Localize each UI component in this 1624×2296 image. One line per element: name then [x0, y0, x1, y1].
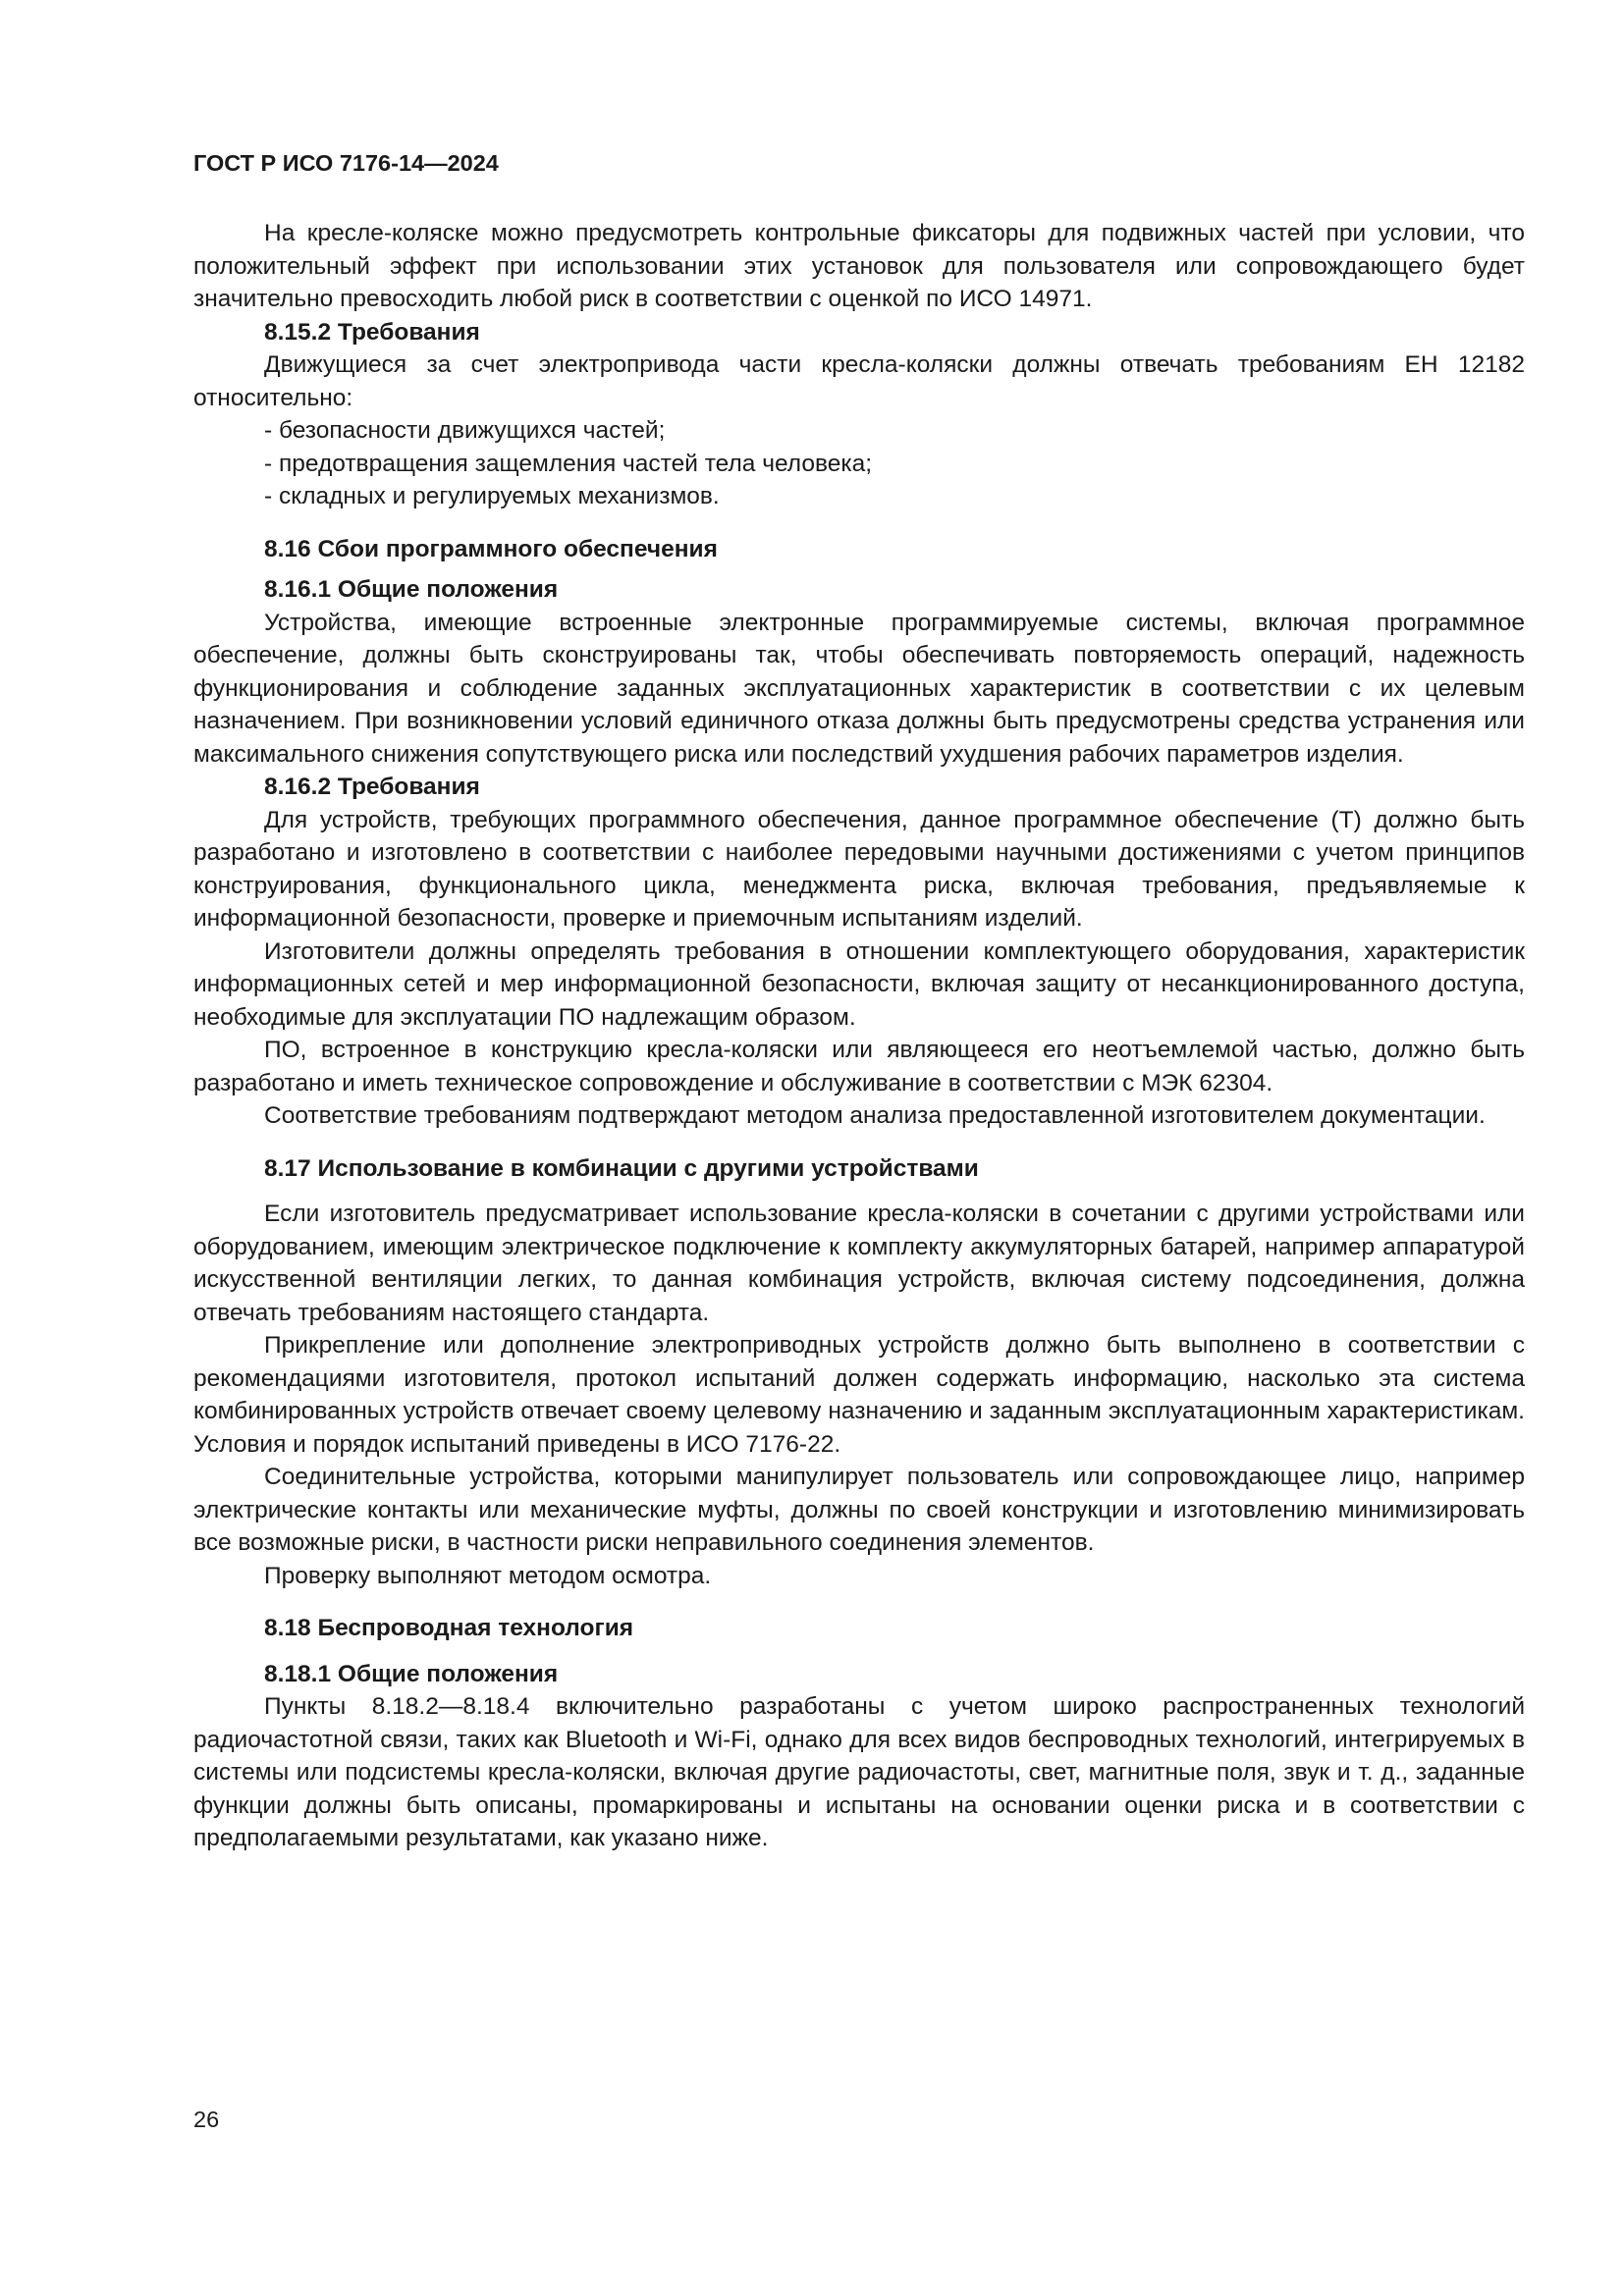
heading-8-16: 8.16 Сбои программного обеспечения	[264, 535, 718, 562]
list-item: - складных и регулируемых механизмов.	[264, 483, 720, 509]
paragraph-8-16-2-c: ПО, встроенное в конструкцию кресла-коляски или являющееся его неотъемлемой частью, должно быть разработано и иметь техническое сопровождение и обслуживание в соответствии с МЭК 62304.	[193, 1037, 1525, 1096]
paragraph-8-17-b: Прикрепление или дополнение электроприводных устройств должно быть выполнено в соответствии с рекомендациями изготовителя, протокол испытаний должен содержать информацию, насколько эта система комбинированных устройств отвечает своему целевому назначению и заданным эксплуатационным характеристикам. Условия и порядок испытаний приведены в ИСО 7176-22.	[193, 1332, 1525, 1458]
document-header: ГОСТ Р ИСО 7176-14—2024	[193, 150, 499, 176]
page-number: 26	[193, 2107, 220, 2132]
heading-8-16-1: 8.16.1 Общие положения	[264, 576, 559, 603]
document-page	[193, 147, 1525, 1855]
paragraph-8-16-2-d: Соответствие требованиям подтверждают методом анализа предоставленной изготовителем документации.	[264, 1102, 1486, 1129]
paragraph-intro: На кресле-коляске можно предусмотреть контрольные фиксаторы для подвижных частей при условии, что положительный эффект при использовании этих установок для пользователя или сопровождающего будет значительно превосходить любой риск в соответствии с оценкой по ИСО 14971.	[193, 220, 1525, 312]
paragraph-8-17-a: Если изготовитель предусматривает использование кресла-коляски в сочетании с другими устройствами или оборудованием, имеющим электрическое подключение к комплекту аккумуляторных батарей, например аппаратурой искусственной вентиляции легких, то данная комбинация устройств, включая систему подсоединения, должна отвечать требованиям настоящего стандарта.	[193, 1201, 1525, 1326]
heading-8-17: 8.17 Использование в комбинации с другими устройствами	[264, 1154, 979, 1182]
heading-8-18: 8.18 Беспроводная технология	[264, 1615, 634, 1641]
heading-8-18-1: 8.18.1 Общие положения	[264, 1660, 559, 1687]
paragraph-8-16-2-a: Для устройств, требующих программного обеспечения, данное программное обеспечение (Т) должно быть разработано и изготовлено в соответствии с наиболее передовыми научными достижениями с учетом принципов конструирования, функционального цикла, менеджмента риска, включая требования, предъявляемые к информационной безопасности, проверке и приемочным испытаниям изделий.	[193, 806, 1525, 932]
heading-8-15-2: 8.15.2 Требования	[264, 318, 480, 346]
paragraph-8-18-1: Пункты 8.18.2—8.18.4 включительно разработаны с учетом широко распространенных технологий радиочастотной связи, таких как Bluetooth и Wi-Fi, однако для всех видов беспроводных технологий, интегрируемых в системы или подсистемы кресла-коляски, включая другие радиочастоты, свет, магнитные поля, звук и т. д., заданные функции должны быть описаны, промаркированы и испытаны на основании оценки риска и в соответствии с предполагаемыми результатами, как указано ниже.	[193, 1693, 1525, 1851]
heading-8-16-2: 8.16.2 Требования	[264, 774, 480, 800]
paragraph-8-16-1: Устройства, имеющие встроенные электронные программируемые системы, включая программное обеспечение, должны быть сконструированы так, чтобы обеспечивать повторяемость операций, надежность функционирования и соблюдение заданных эксплуатационных характеристик в соответствии с их целевым назначением. При возникновении условий единичного отказа должны быть предусмотрены средства устранения или максимального снижения сопутствующего риска или последствий ухудшения рабочих параметров изделия.	[193, 609, 1525, 768]
paragraph-8-16-2-b: Изготовители должны определять требования в отношении комплектующего оборудования, характеристик информационных сетей и мер информационной безопасности, включая защиту от несанкционированного доступа, необходимые для эксплуатации ПО надлежащим образом.	[193, 937, 1525, 1031]
paragraph-8-17-c: Соединительные устройства, которыми манипулирует пользователь или сопровождающее лицо, например электрические контакты или механические муфты, должны по своей конструкции и изготовлению минимизировать все возможные риски, в частности риски неправильного соединения элементов.	[193, 1464, 1525, 1556]
list-item: - безопасности движущихся частей;	[264, 417, 666, 444]
paragraph-8-17-d: Проверку выполняют методом осмотра.	[264, 1562, 712, 1589]
list-item: - предотвращения защемления частей тела человека;	[264, 450, 873, 477]
paragraph-8-15-2: Движущиеся за счет электропривода части кресла-коляски должны отвечать требованиям ЕН 12182 относительно:	[193, 351, 1525, 411]
